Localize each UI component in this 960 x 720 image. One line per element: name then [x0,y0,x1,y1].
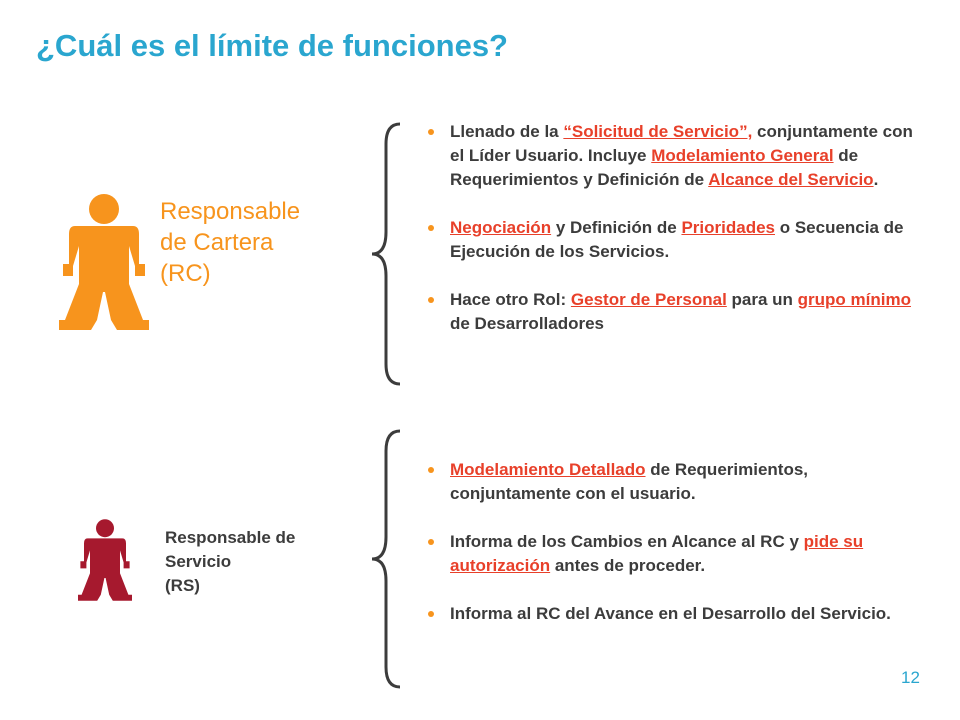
rc-duties-list [428,120,913,360]
link-grupo-minimo[interactable]: grupo mínimo [797,290,911,309]
bullet-icon [428,225,434,231]
link-solicitud-servicio[interactable]: “Solicitud de Servicio”, [563,122,753,141]
brace-rc [364,120,414,388]
link-prioridades[interactable]: Prioridades [681,218,775,237]
bullet-icon [428,467,434,473]
list-item: Informa al RC del Avance en el Desarrollo del Servicio. [428,602,913,626]
bullet-icon [428,611,434,617]
bullet-icon [428,539,434,545]
link-modelamiento-general[interactable]: Modelamiento General [651,146,834,165]
rs-duties-list [428,458,913,650]
list-item: Negociación y Definición de Prioridades o Secuencia de Ejecución de los Servicios. [428,216,913,264]
person-icon-rc [55,192,153,332]
link-alcance-servicio[interactable]: Alcance del Servicio [708,170,874,189]
link-gestor-personal[interactable]: Gestor de Personal [570,290,727,309]
list-item: Informa de los Cambios en Alcance al RC y pide su autorización antes de proceder. [428,530,913,578]
slide-title: ¿Cuál es el límite de funciones? [36,28,508,63]
link-modelamiento-detallado[interactable]: Modelamiento Detallado [450,460,646,479]
page-number: 12 [901,668,920,687]
list-item: Modelamiento Detallado de Requerimientos, conjuntamente con el usuario. [428,458,913,506]
bullet-icon [428,297,434,303]
person-icon-rs [75,518,135,602]
brace-rs [364,427,414,691]
link-pide-autorizacion[interactable]: pide su autorización [450,532,864,575]
rs-label: Responsable de Servicio (RS) [165,528,296,595]
link-negociacion[interactable]: Negociación [450,218,552,237]
list-item: Hace otro Rol: Gestor de Personal para un grupo mínimo de Desarrolladores [428,288,913,336]
list-item: Llenado de la “Solicitud de Servicio”, conjuntamente con el Líder Usuario. Incluye Modelamiento General de Requerimientos y Definición de Alcance del Servicio. [428,120,913,192]
bullet-icon [428,129,434,135]
rc-label: Responsable de Cartera (RC) [160,198,301,287]
